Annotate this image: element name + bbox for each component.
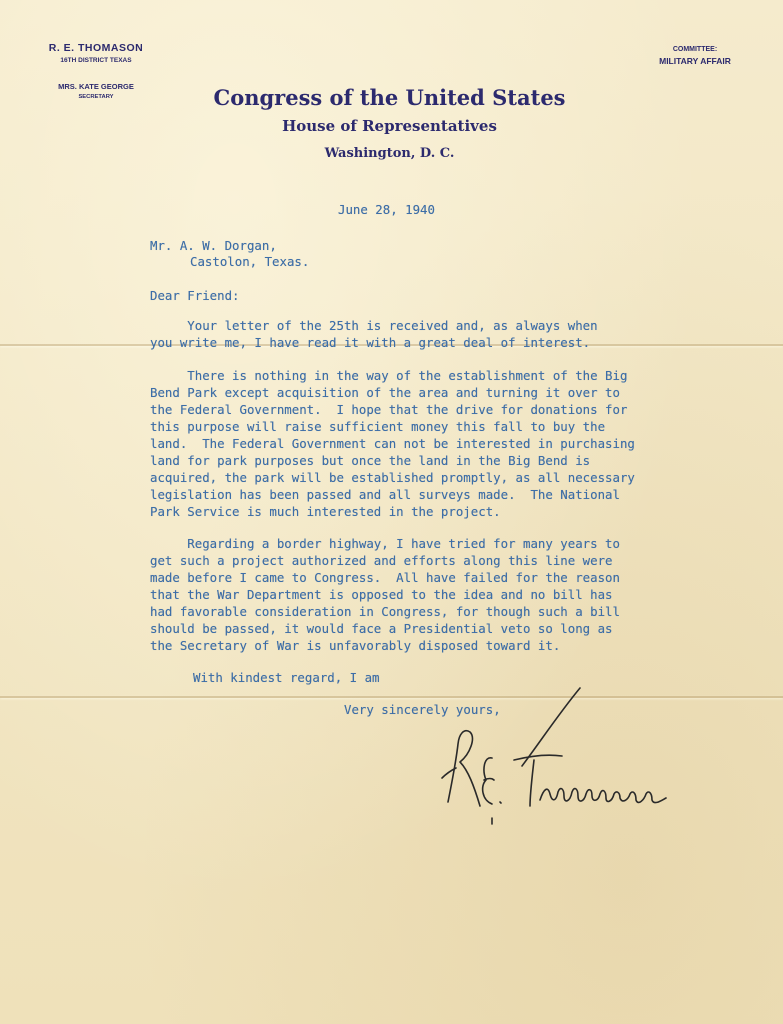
- body-line: had favorable consideration in Congress, for though such a bill: [150, 604, 620, 619]
- body-line: the Secretary of War is unfavorably disposed toward it.: [150, 638, 561, 653]
- body-line: get such a project authorized and efforts along this line were: [150, 553, 613, 568]
- committee-label: COMMITTEE:: [672, 46, 718, 53]
- body-line: should be passed, it would face a Presidential veto so long as: [150, 621, 613, 636]
- body-line: that the War Department is opposed to the idea and no bill has: [150, 587, 613, 602]
- masthead-congress: Congress of the United States: [213, 85, 566, 110]
- handwritten-signature: [430, 682, 690, 832]
- district-label: 16TH DISTRICT TEXAS: [60, 57, 132, 64]
- body-line: you write me, I have read it with a great deal of interest.: [150, 335, 591, 350]
- committee-name: MILITARY AFFAIR: [659, 56, 731, 66]
- salutation: Dear Friend:: [150, 288, 240, 303]
- body-line: Regarding a border highway, I have tried for many years to: [150, 536, 620, 551]
- body-line: There is nothing in the way of the establishment of the Big: [150, 368, 628, 383]
- closing-line: With kindest regard, I am: [193, 670, 380, 685]
- letter-date: June 28, 1940: [338, 202, 435, 217]
- body-line: land for park purposes but once the land in the Big Bend is: [150, 453, 591, 468]
- body-line: Park Service is much interested in the project.: [150, 504, 501, 519]
- recipient-name: Mr. A. W. Dorgan,: [150, 238, 277, 253]
- secretary-name: MRS. KATE GEORGE: [58, 82, 134, 91]
- representative-name: R. E. THOMASON: [48, 42, 144, 54]
- body-line: legislation has been passed and all surveys made. The National: [150, 487, 620, 502]
- body-line: this purpose will raise sufficient money this fall to buy the: [150, 419, 606, 434]
- body-line: made before I came to Congress. All have failed for the reason: [150, 570, 620, 585]
- masthead-washington: Washington, D. C.: [324, 146, 455, 161]
- body-line: Your letter of the 25th is received and, as always when: [150, 318, 598, 333]
- complimentary-close: Very sincerely yours,: [344, 702, 501, 717]
- body-line: acquired, the park will be established promptly, as all necessary: [150, 470, 635, 485]
- body-line: land. The Federal Government can not be interested in purchasing: [150, 436, 635, 451]
- body-line: Bend Park except acquisition of the area and turning it over to: [150, 385, 620, 400]
- masthead-house: House of Representatives: [282, 117, 497, 135]
- secretary-title: SECRETARY: [78, 94, 114, 100]
- recipient-address: Castolon, Texas.: [190, 254, 310, 269]
- body-line: the Federal Government. I hope that the drive for donations for: [150, 402, 628, 417]
